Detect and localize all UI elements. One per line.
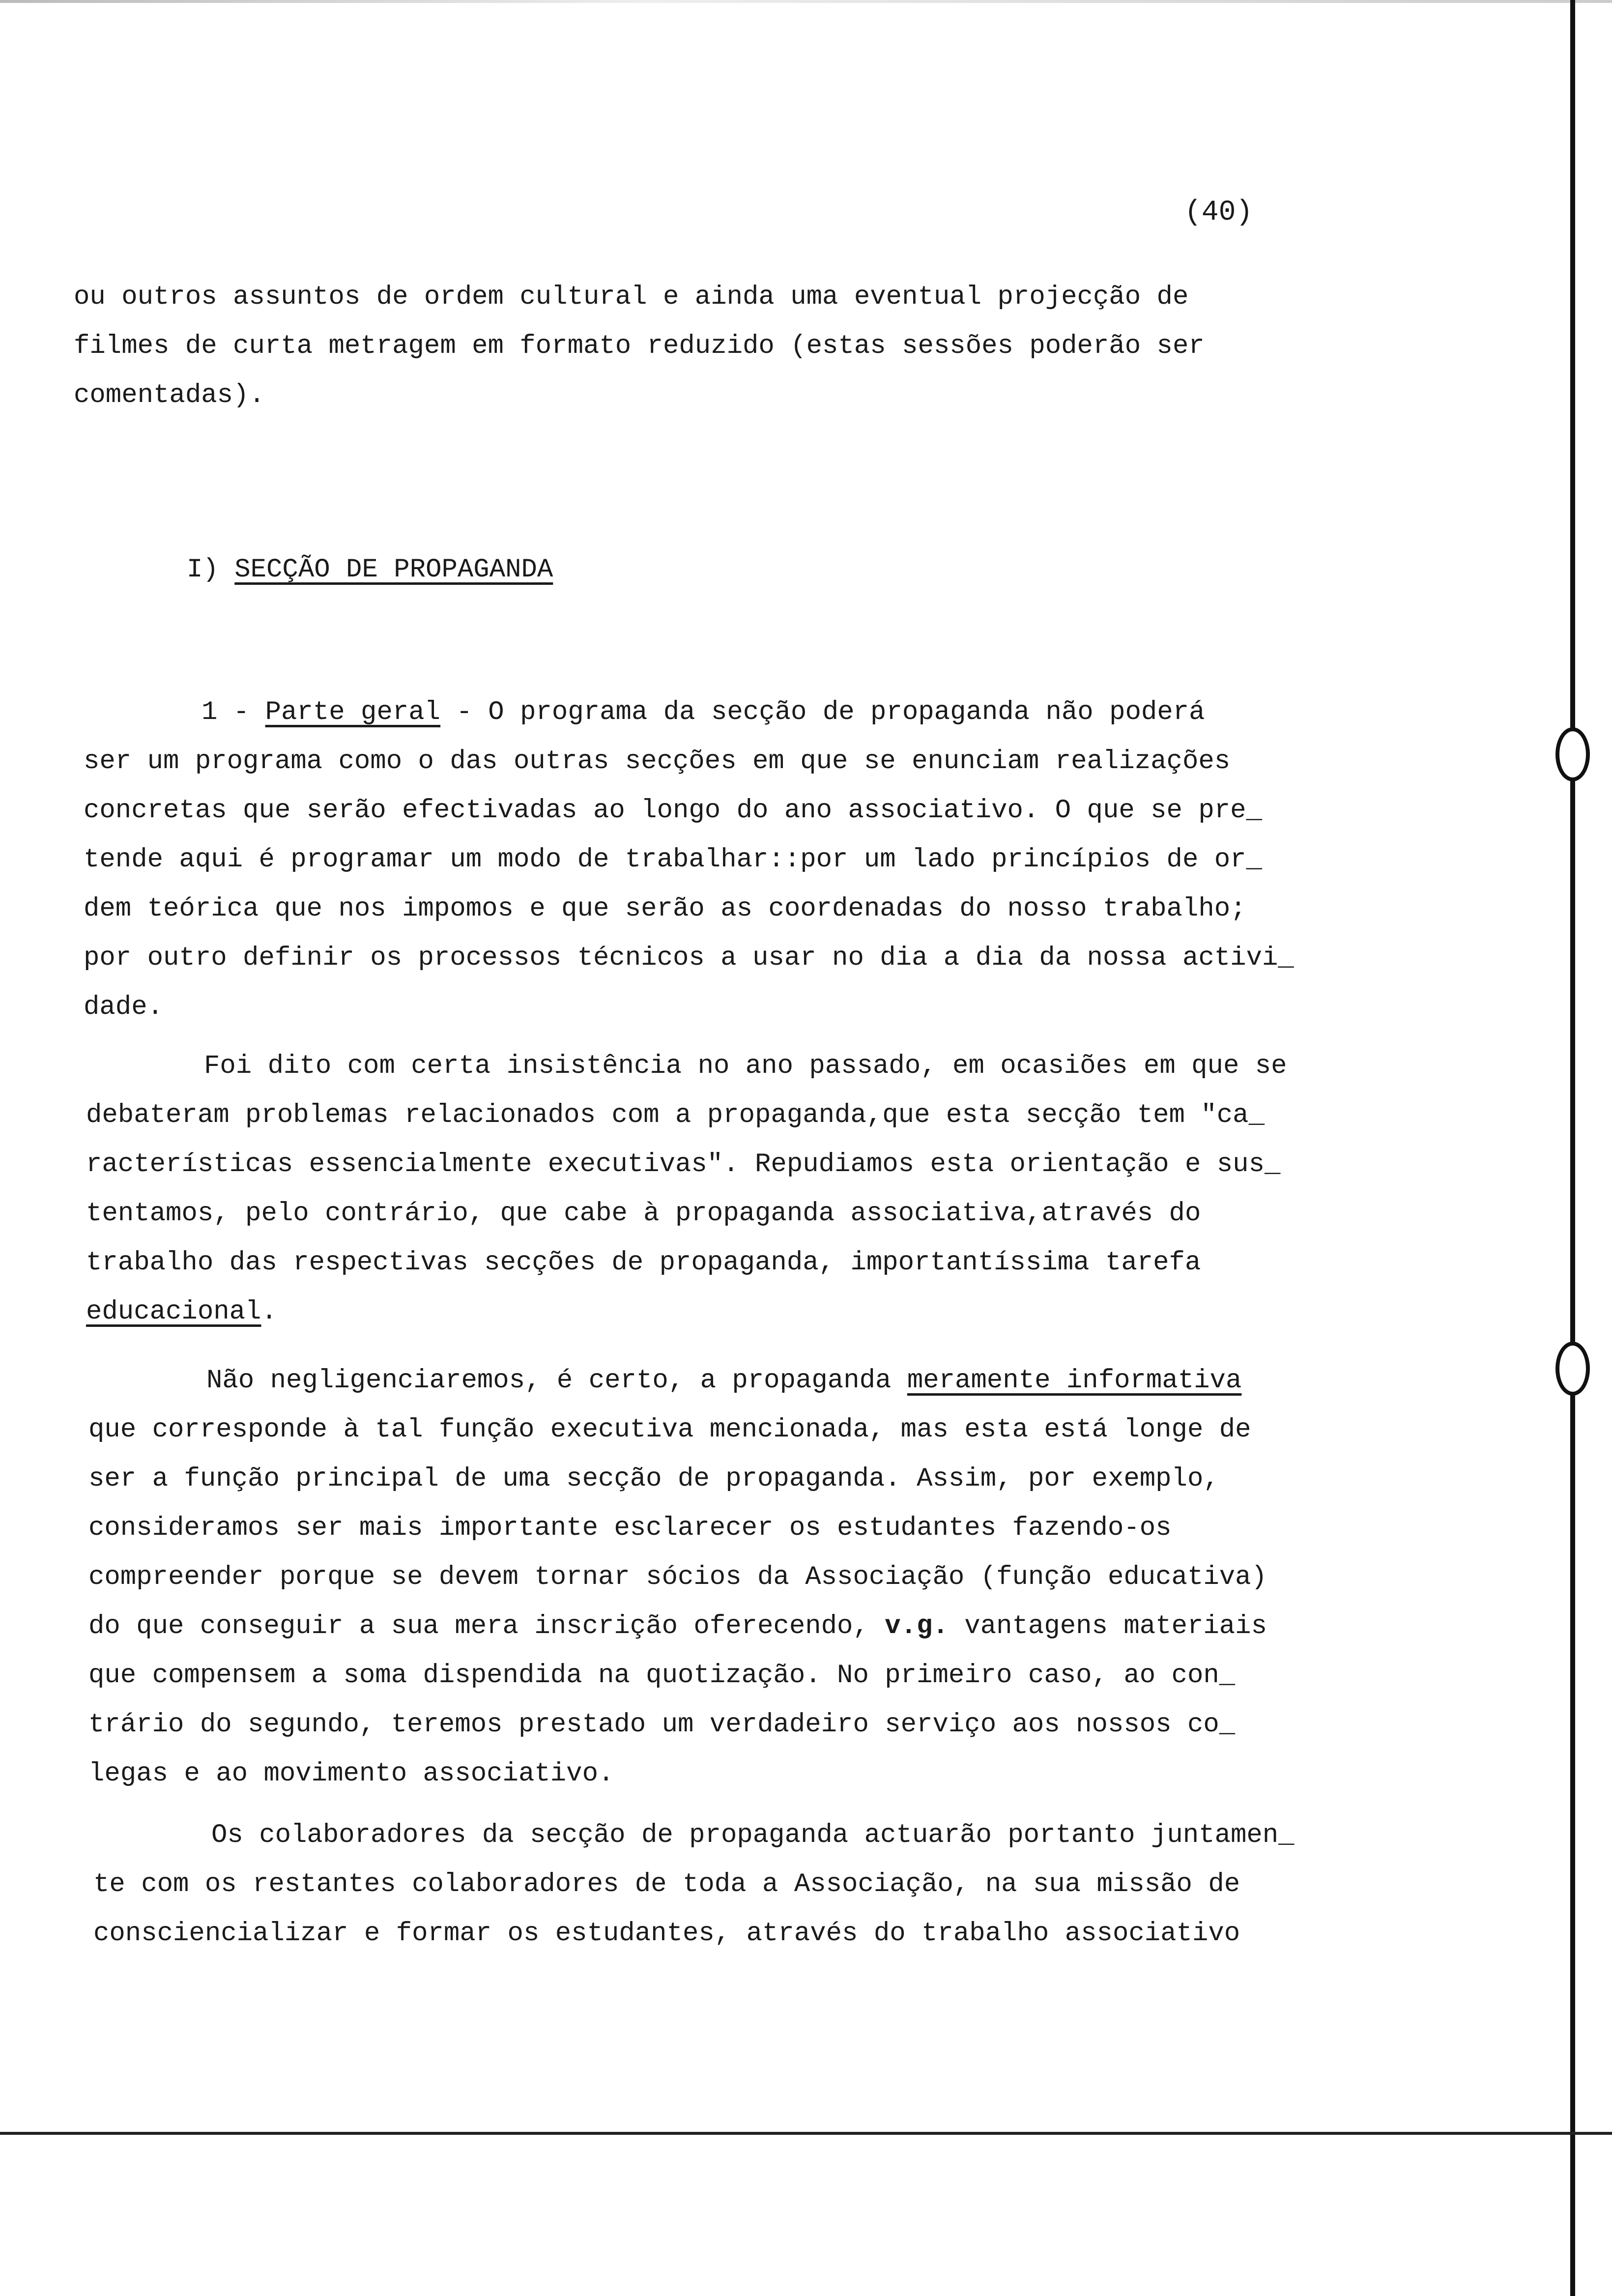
p1-lead-number: 1 - bbox=[202, 697, 265, 727]
intro-line-1: ou outros assuntos de ordem cultural e ainda uma eventual projecção de bbox=[74, 282, 1189, 312]
punch-hole-bottom bbox=[1555, 1342, 1590, 1396]
p1-line-5: dem teórica que nos impomos e que serão as coordenadas do nosso trabalho; bbox=[84, 894, 1246, 924]
p3-line-9: legas e ao movimento associativo. bbox=[88, 1759, 614, 1789]
binder-edge bbox=[1570, 0, 1575, 2296]
paragraph-colaboradores bbox=[93, 1811, 1396, 1958]
p1-line-7: dade. bbox=[84, 992, 164, 1022]
intro-paragraph bbox=[74, 273, 1376, 420]
p3-line-1-underlined: meramente informativa bbox=[907, 1366, 1242, 1396]
p2-last-punct: . bbox=[261, 1297, 277, 1327]
page-top-edge bbox=[0, 0, 1612, 3]
paragraph-insistencia bbox=[86, 1042, 1388, 1337]
p3-line-5: compreender porque se devem tornar sócios da Associação (função educativa) bbox=[88, 1562, 1267, 1592]
punch-hole-top bbox=[1555, 727, 1590, 781]
p2-line-2: debateram problemas relacionados com a propaganda,que esta secção tem "ca_ bbox=[86, 1100, 1265, 1130]
p3-line-3: ser a função principal de uma secção de propaganda. Assim, por exemplo, bbox=[88, 1464, 1219, 1494]
p1-line-4: tende aqui é programar um modo de trabalhar::por um lado princípios de or_ bbox=[84, 845, 1262, 875]
page-number: (40) bbox=[1184, 197, 1253, 229]
paragraph-parte-geral bbox=[84, 688, 1386, 1032]
p1-line-2: ser um programa como o das outras secções em que se enunciam realizações bbox=[84, 746, 1231, 776]
bottom-page-rule bbox=[0, 2132, 1612, 2135]
p4-line-2: te com os restantes colaboradores de toda a Associação, na sua missão de bbox=[93, 1869, 1240, 1899]
p2-line-5: trabalho das respectivas secções de propaganda, importantíssima tarefa bbox=[86, 1248, 1201, 1278]
p3-line-1-text: Não negligenciaremos, é certo, a propaganda bbox=[206, 1366, 907, 1396]
section-heading-title: SECÇÃO DE PROPAGANDA bbox=[234, 555, 553, 585]
p1-line-6: por outro definir os processos técnicos a usar no dia a dia da nossa activi_ bbox=[84, 943, 1294, 973]
p3-vg-before: do que conseguir a sua mera inscrição oferecendo, bbox=[88, 1611, 885, 1641]
section-heading-prefix: I) bbox=[187, 555, 235, 585]
intro-line-2: filmes de curta metragem em formato reduzido (estas sessões poderão ser bbox=[74, 331, 1205, 361]
p2-line-3: racterísticas essencialmente executivas". Repudiamos esta orientação e sus_ bbox=[86, 1149, 1281, 1179]
p1-line-3: concretas que serão efectivadas ao longo do ano associativo. O que se pre_ bbox=[84, 796, 1262, 826]
p2-line-1: Foi dito com certa insistência no ano passado, em ocasiões em que se bbox=[204, 1051, 1287, 1081]
p4-line-3: consciencializar e formar os estudantes, através do trabalho associativo bbox=[93, 1919, 1240, 1949]
p3-vg-after: vantagens materiais bbox=[948, 1611, 1267, 1641]
p3-line-8: trário do segundo, teremos prestado um verdadeiro serviço aos nossos co_ bbox=[88, 1710, 1236, 1740]
p2-last-word: educacional bbox=[86, 1297, 261, 1327]
p3-vg-bold: v.g. bbox=[885, 1611, 949, 1641]
p1-lead-title: Parte geral bbox=[265, 697, 441, 727]
paragraph-negligenciaremos bbox=[88, 1356, 1391, 1799]
p2-line-4: tentamos, pelo contrário, que cabe à propaganda associativa,através do bbox=[86, 1199, 1201, 1229]
p4-line-1: Os colaboradores da secção de propaganda actuarão portanto juntamen_ bbox=[211, 1820, 1295, 1850]
intro-line-3: comentadas). bbox=[74, 380, 265, 410]
p3-line-4: consideramos ser mais importante esclarecer os estudantes fazendo-os bbox=[88, 1513, 1172, 1543]
p3-line-2: que corresponde à tal função executiva mencionada, mas esta está longe de bbox=[88, 1415, 1251, 1445]
p1-line-1-rest: - O programa da secção de propaganda não poderá bbox=[440, 697, 1205, 727]
section-heading bbox=[187, 545, 1489, 595]
p3-line-7: que compensem a soma dispendida na quotização. No primeiro caso, ao con_ bbox=[88, 1661, 1236, 1691]
